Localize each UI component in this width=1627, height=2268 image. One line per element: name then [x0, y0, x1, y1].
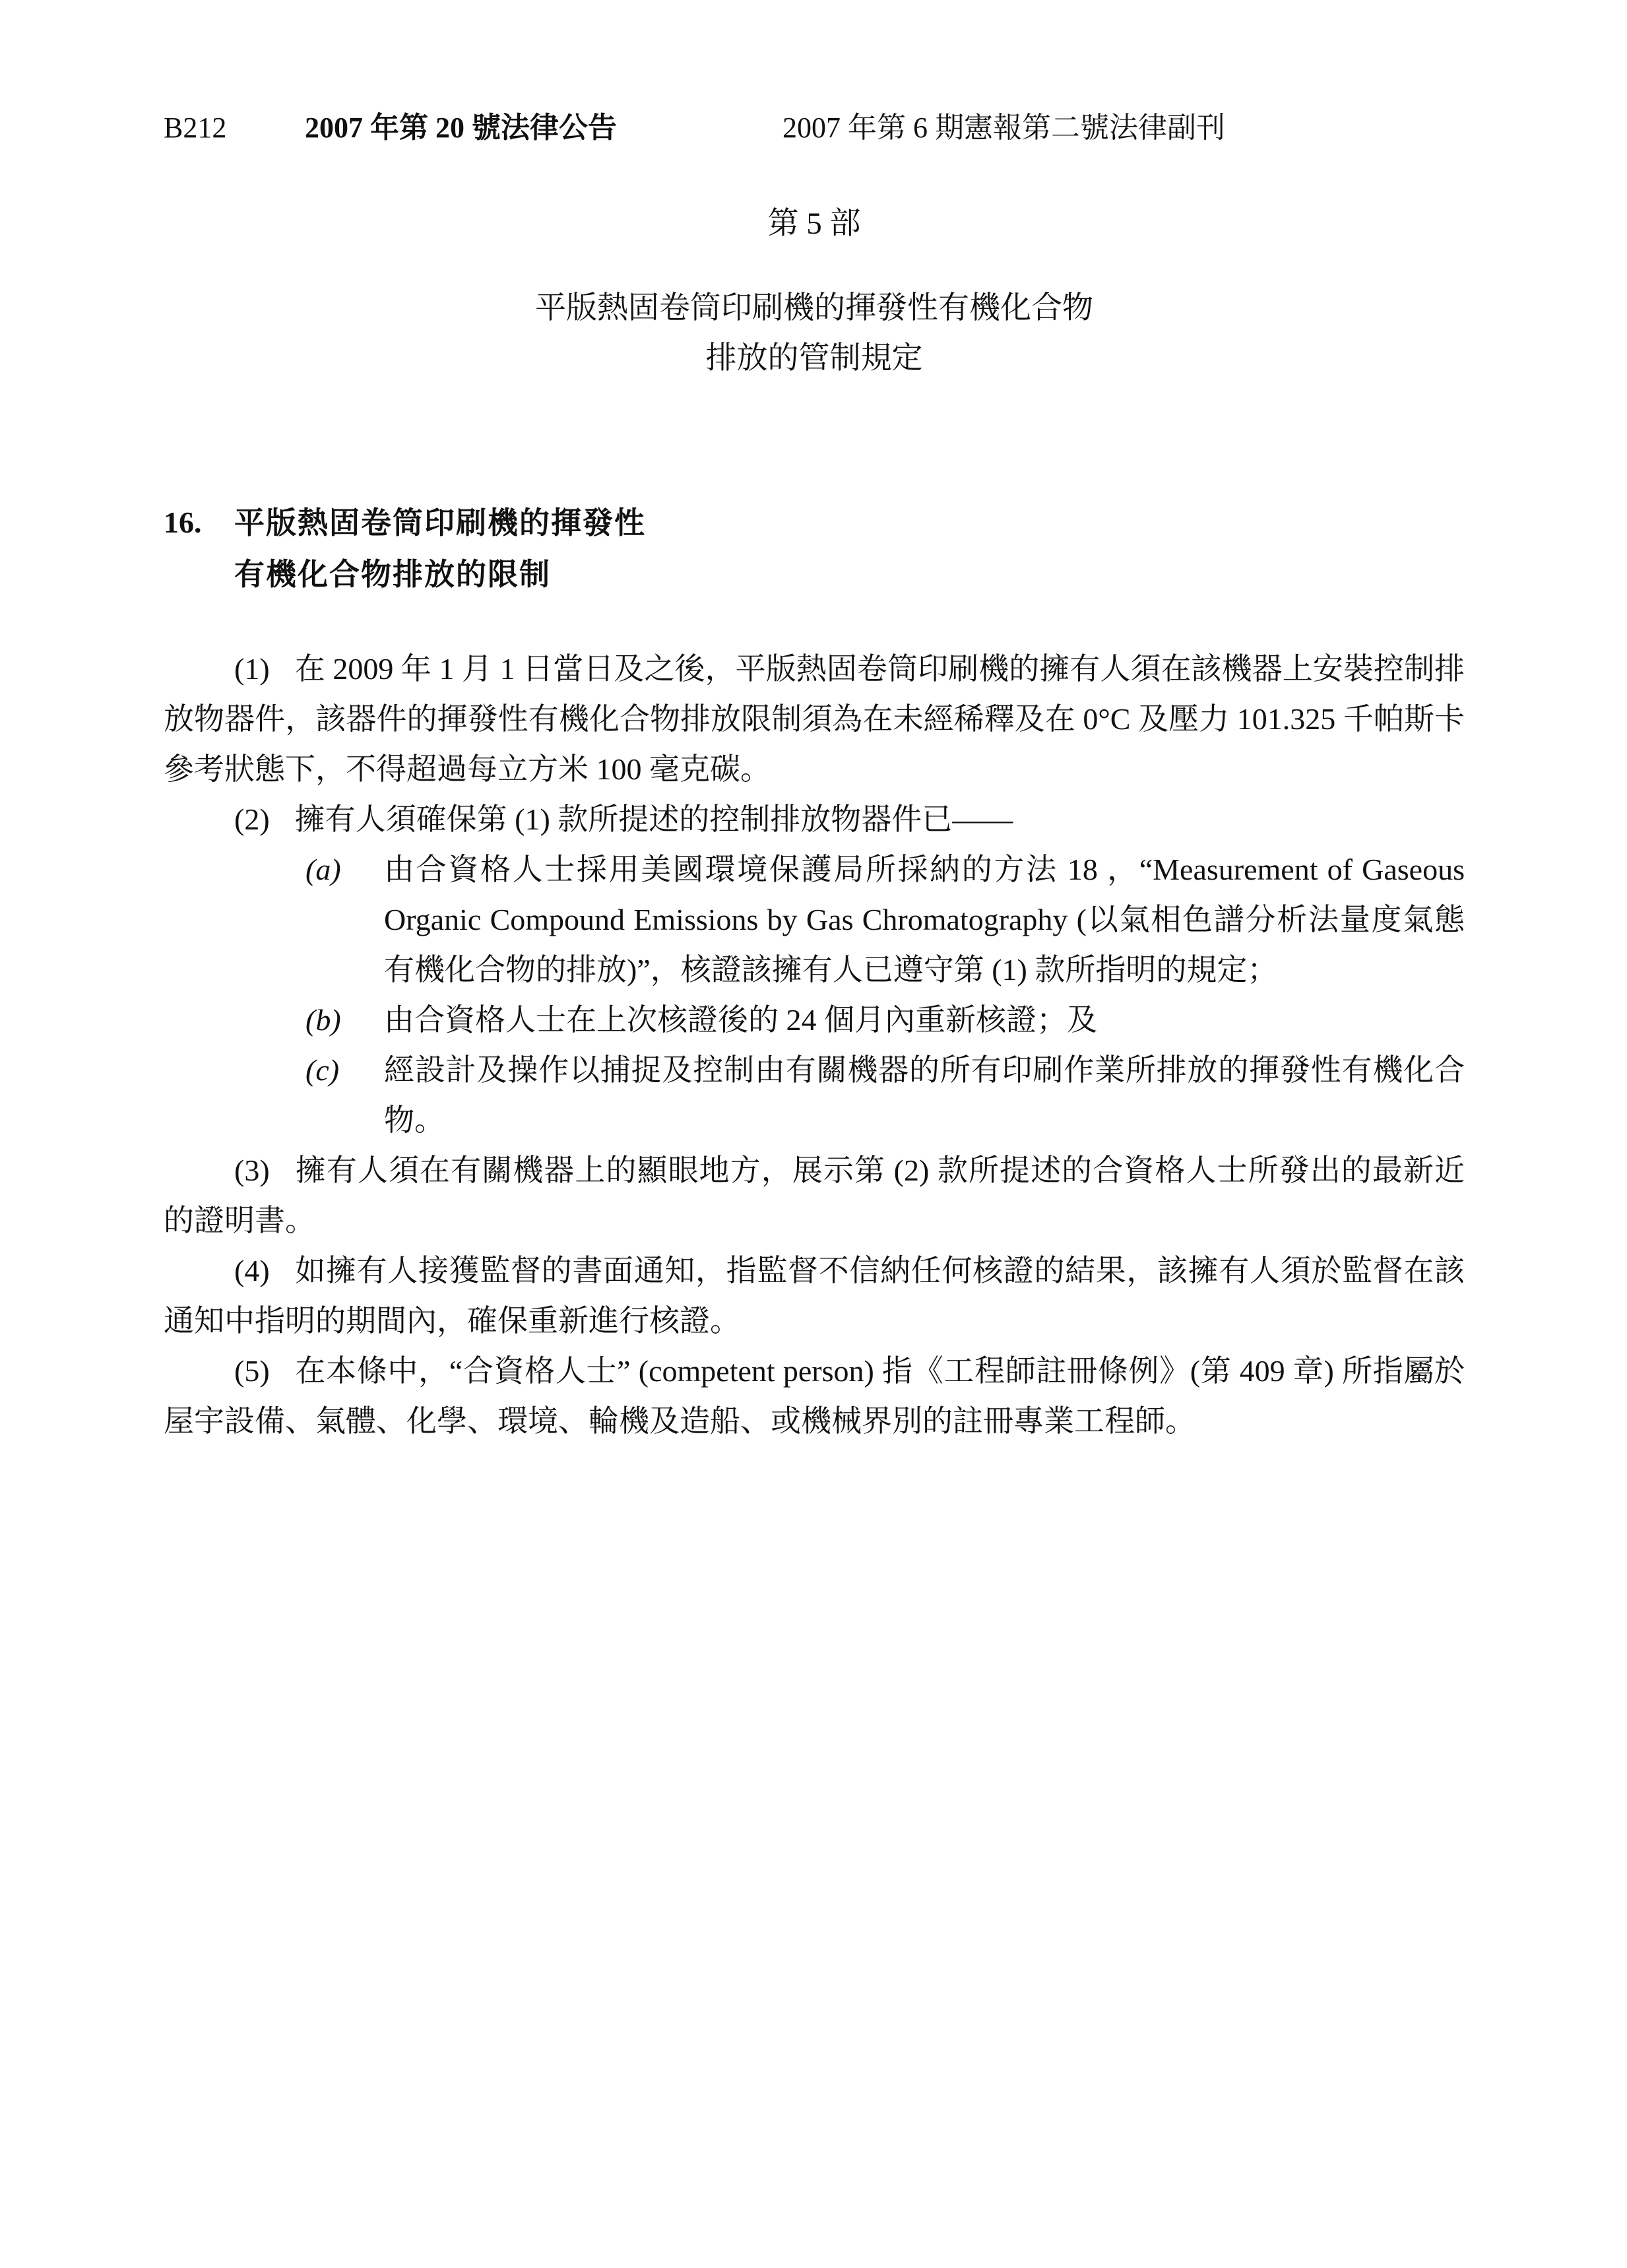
paragraph-3-marker: (3): [234, 1153, 270, 1187]
subitem-a: [305, 845, 1465, 995]
paragraph-1: [164, 644, 1465, 794]
section-number: 16.: [164, 505, 202, 539]
paragraph-4: [164, 1246, 1465, 1346]
paragraph-2-marker: (2): [234, 802, 270, 836]
subitem-b-text: 由合資格人士在上次核證後的 24 個月內重新核證；及: [384, 1003, 1097, 1037]
paragraph-5: [164, 1346, 1465, 1446]
paragraph-4-marker: (4): [234, 1254, 270, 1287]
part-title: [164, 283, 1465, 383]
part-number: 第 5 部: [767, 207, 861, 241]
subitem-a-text: 由合資格人士採用美國環境保護局所採納的方法 18 ，“Measurement of Gaseous Organic Compound Emissions by Gas Chromatography (以氣相色譜分析法量度氣態有機化合物的排放)”，核證該擁有人已遵守第 (1) 款所指明的規定；: [384, 853, 1465, 987]
paragraph-1-text: 在 2009 年 1 月 1 日當日及之後，平版熱固卷筒印刷機的擁有人須在該機器上安裝控制排放物器件，該器件的揮發性有機化合物排放限制須為在未經稀釋及在 0°C 及壓力 101.325 千帕斯卡參考狀態下，不得超過每立方米 100 毫克碳。: [164, 652, 1465, 786]
subitem-a-marker: (a): [305, 853, 341, 886]
part-title-line-1: 平版熱固卷筒印刷機的揮發性有機化合物: [535, 291, 1093, 325]
paragraph-4-text: 如擁有人接獲監督的書面通知，指監督不信納任何核證的結果，該擁有人須於監督在該通知中指明的期間內，確保重新進行核證。: [164, 1254, 1465, 1338]
paragraph-5-marker: (5): [234, 1354, 270, 1388]
section-title: [234, 497, 646, 600]
paragraph-2-text: 擁有人須確保第 (1) 款所提述的控制排放物器件已——: [294, 802, 1013, 836]
subitem-c-text: 經設計及操作以捕捉及控制由有關機器的所有印刷作業所排放的揮發性有機化合物。: [384, 1053, 1465, 1137]
subitem-c: [305, 1045, 1465, 1146]
subitem-b-marker: (b): [305, 1003, 341, 1037]
paragraph-2-subitems: [164, 845, 1465, 1146]
subitem-c-marker: (c): [305, 1053, 340, 1087]
part-title-line-2: 排放的管制規定: [705, 341, 923, 375]
header-legal-notice-title: 2007 年第 20 號法律公告: [305, 112, 617, 144]
subitem-b: [305, 995, 1465, 1045]
paragraph-2: [164, 794, 1465, 845]
running-header: [164, 109, 1465, 147]
paragraph-1-marker: (1): [234, 652, 270, 686]
page-number: B212: [164, 112, 227, 144]
paragraph-3: [164, 1146, 1465, 1246]
section-title-line-2: 有機化合物排放的限制: [234, 557, 551, 591]
paragraph-3-text: 擁有人須在有關機器上的顯眼地方，展示第 (2) 款所提述的合資格人士所發出的最新近的證明書。: [164, 1153, 1465, 1237]
section-heading: [164, 497, 1465, 600]
paragraph-5-text: 在本條中，“合資格人士” (competent person) 指《工程師註冊條例》(第 409 章) 所指屬於屋宇設備、氣體、化學、環境、輪機及造船、或機械界別的註冊專業工程師。: [164, 1354, 1465, 1438]
section-body: [164, 644, 1465, 1446]
section-title-line-1: 平版熱固卷筒印刷機的揮發性: [234, 505, 646, 540]
part-block: [164, 204, 1465, 383]
header-gazette-title: 2007 年第 6 期憲報第二號法律副刊: [782, 112, 1225, 144]
